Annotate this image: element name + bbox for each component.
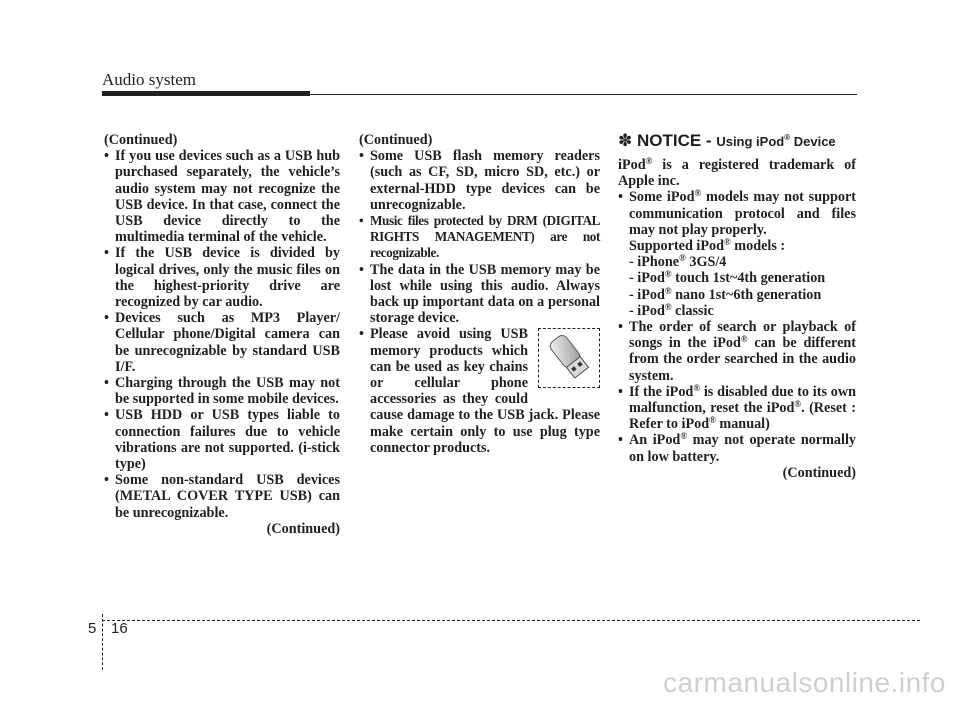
header-thick-bar: [102, 91, 310, 96]
bullet-item: • If the USB device is divided by logical drives, only the music files on the highest-priority drive are recognized by car audio.: [104, 245, 340, 310]
bullet-item: • If the iPod® is disabled due to its own malfunction, reset the iPod®. (Reset : Refer to iPod® manual): [618, 384, 856, 433]
chapter-number: 5: [88, 620, 97, 637]
bullet-text: Please avoid using USB memory products which can be used as key chains or cellular phone accessories as they could cause damage to the USB jack. Please make certain only to use plug type connector products.: [370, 326, 600, 456]
bullet-item: • Devices such as MP3 Player/ Cellular phone/Digital camera can be unrecognizable by standard USB I/F.: [104, 310, 340, 375]
continued-label: (Continued): [782, 464, 856, 481]
model-item: - iPod® touch 1st~4th generation: [629, 269, 826, 287]
header-rule: [310, 94, 857, 95]
continued-label: (Continued): [266, 520, 340, 537]
bullet-item: • USB HDD or USB types liable to connection failures due to vehicle vibrations are not supported. (i-stick type): [104, 407, 340, 472]
page-number: 16: [111, 620, 128, 637]
bullet-item: • Some non-standard USB devices (METAL COVER TYPE USB) can be unrecognizable.: [104, 472, 340, 521]
middle-column: [359, 132, 600, 456]
footer-dashed-divider: [102, 614, 103, 670]
bullet-item-with-figure: [359, 326, 600, 456]
bullet-item: • Music files protected by DRM (DIGITAL RIGHTS MANAGEMENT) are not recognizable.: [359, 213, 600, 262]
model-item: - iPod® classic: [629, 301, 714, 319]
bullet-item: • If you use devices such as a USB hub purchased separately, the vehicle’s audio system may not recognize the USB device. In that case, connect the USB device directly to the multimedia terminal of the vehicle.: [104, 148, 340, 245]
right-column: [618, 132, 856, 481]
continued-label: (Continued): [359, 132, 433, 148]
continued-label: (Continued): [104, 132, 178, 148]
model-item: - iPod® nano 1st~6th generation: [629, 285, 822, 303]
notice-star-icon: ✽: [618, 131, 633, 150]
supported-models-heading: Supported iPod® models :: [629, 237, 786, 255]
footer-dashed-rule: [102, 620, 920, 621]
bullet-item: • Some USB flash memory readers (such as CF, SD, micro SD, etc.) or external-HDD type devices can be unrecognizable.: [359, 148, 600, 213]
bullet-item: • Some iPod® models may not support communication protocol and files may not play properly.: [618, 189, 856, 238]
notice-subtitle: Using iPod® Device: [716, 133, 836, 149]
notice-intro: iPod® is a registered trademark of Apple inc.: [618, 156, 856, 190]
notice-label: NOTICE -: [636, 131, 712, 150]
left-column: [104, 132, 340, 537]
bullet-item: • An iPod® may not operate normally on low battery.: [618, 432, 856, 464]
usb-flash-drive-icon: [538, 328, 600, 388]
bullet-item: • Charging through the USB may not be supported in some mobile devices.: [104, 375, 340, 407]
page-header-title: Audio system: [102, 70, 196, 89]
watermark: carmanualsonline.info: [663, 667, 946, 698]
notice-heading: [618, 132, 856, 151]
bullet-item: • The order of search or playback of songs in the iPod® can be different from the order searched in the audio system.: [618, 319, 856, 384]
model-item: - iPhone® 3GS/4: [629, 253, 727, 271]
bullet-item: • The data in the USB memory may be lost while using this audio. Always back up important data on a personal storage device.: [359, 262, 600, 327]
